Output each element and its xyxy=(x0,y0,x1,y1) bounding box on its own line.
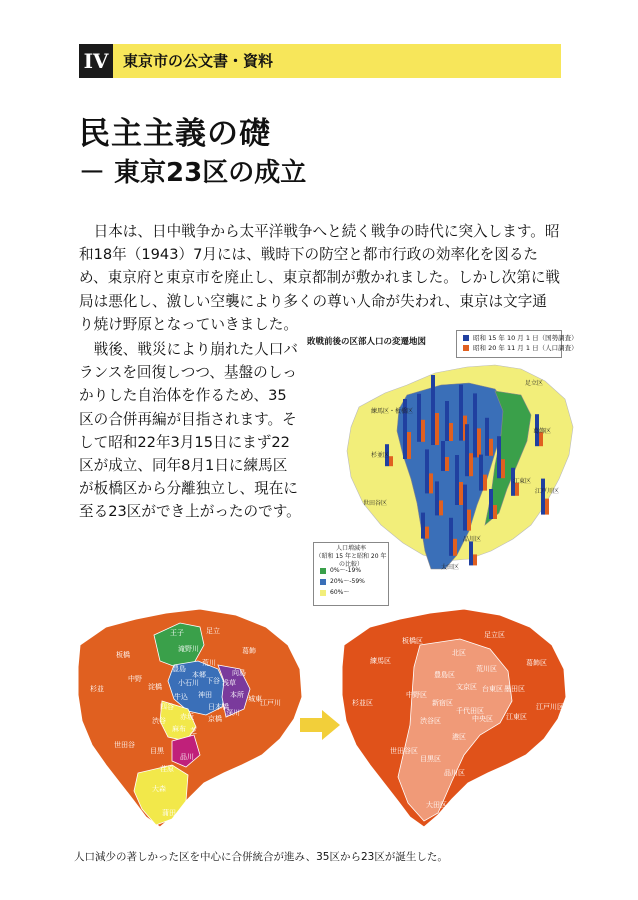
population-bar-1940 xyxy=(445,401,449,441)
ward-label: 杉並区 xyxy=(371,452,390,459)
section-header-band xyxy=(79,44,561,78)
legend-swatch xyxy=(320,590,326,596)
legend-label: 昭和 15 年 10 月 1 日（国勢調査） xyxy=(473,334,578,342)
ward-label: 四谷 xyxy=(160,703,174,711)
ward-label: 目黒 xyxy=(150,747,164,755)
ward-label: 滝野川 xyxy=(178,645,199,653)
ward-label: 世田谷区 xyxy=(363,500,388,507)
population-bar-1945 xyxy=(473,554,477,565)
ward-label: 品川 xyxy=(180,753,194,761)
population-bar-1945 xyxy=(483,475,487,491)
ward-label: 葛飾区 xyxy=(533,428,552,435)
ward-label: 世田谷 xyxy=(114,741,135,749)
population-bar-1940 xyxy=(541,479,545,515)
change-legend-item xyxy=(320,578,365,586)
legend-label: 0%〜-19% xyxy=(330,567,362,574)
ward-label: 練馬区 xyxy=(370,657,391,665)
ward-label: 豊島 xyxy=(172,665,186,673)
population-bar-1945 xyxy=(489,439,493,456)
ward-label: 大森 xyxy=(152,785,166,793)
population-bar-1940 xyxy=(489,489,493,519)
ward-label: 赤坂 xyxy=(180,713,194,721)
ward-label: 大田区 xyxy=(441,564,460,571)
bar-legend-item xyxy=(463,334,578,343)
ward-label: 渋谷区 xyxy=(420,717,441,725)
change-legend-item xyxy=(320,589,349,597)
ward-label: 小石川 xyxy=(178,679,199,687)
ward-label: 杉並区 xyxy=(352,699,373,707)
legend-label: 20%〜-59% xyxy=(330,578,365,585)
population-bar-1940 xyxy=(497,436,501,478)
population-bar-1945 xyxy=(453,539,457,556)
ward-label: 練馬区・板橋区 xyxy=(371,408,414,415)
population-bar-1940 xyxy=(417,394,421,442)
ward-label: 葛飾 xyxy=(242,647,256,655)
ward-label: 千代田区 xyxy=(456,707,484,715)
ward-label: 足立区 xyxy=(525,380,544,387)
population-bar-1945 xyxy=(421,420,425,442)
ward-label: 葛飾区 xyxy=(526,659,547,667)
section-number: IV xyxy=(79,44,113,78)
section-title: 東京市の公文書・資料 xyxy=(123,52,274,70)
arrow-icon xyxy=(300,710,340,740)
population-bar-1940 xyxy=(479,455,483,491)
body-paragraph-1: 日本は、日中戦争から太平洋戦争へと続く戦争の時代に突入します。昭和18年（1943）7月には、戦時下の防空と都市行政の効率化を図るため、東京府と東京市を廃止し、東京都制が敷かれました。しかし次第に戦局は悪化し、激しい空襲により多くの尊い人命が失われ、東京は文字通り焼け野原となっていきました。 xyxy=(79,223,561,333)
ward-label: 板橋 xyxy=(116,651,130,659)
ward-label: 本郷 xyxy=(192,671,206,679)
population-bar-1945 xyxy=(425,527,429,539)
map-35-yellow-south xyxy=(134,765,188,825)
ward-label: 深川 xyxy=(226,709,240,717)
ward-label: 芝 xyxy=(190,727,197,735)
legend-swatch xyxy=(320,568,326,574)
ward-label: 新宿区 xyxy=(432,699,453,707)
ward-label: 向島 xyxy=(232,669,246,677)
legend-label: 昭和 20 年 11 月 1 日（人口調査） xyxy=(473,344,578,352)
ward-label: 浅草 xyxy=(222,679,236,687)
body-paragraph-2: 戦後、戦災により崩れた人口バランスを回復しつつ、基盤のしっかりした自治体を作るため、35区の合併再編が目指されます。そして昭和22年3月15日にまず22区が成立、同年8月1日に練馬区が板橋区から分離独立し、現在に至る23区ができ上がったのです。 xyxy=(79,341,301,521)
ward-label: 品川区 xyxy=(444,769,465,777)
population-bar-1940 xyxy=(455,455,459,505)
population-bar-1940 xyxy=(435,481,439,515)
ward-label: 京橋 xyxy=(208,715,222,723)
map-23-wards xyxy=(340,605,570,835)
ward-label: 世田谷区 xyxy=(390,747,418,755)
ward-label: 荒川 xyxy=(202,659,216,667)
change-legend-subtitle: （昭和 15 年と昭和 20 年の比較） xyxy=(315,553,387,568)
ward-label: 麻布 xyxy=(172,725,186,733)
ward-label: 江戸川区 xyxy=(535,488,560,495)
change-legend-item xyxy=(320,567,361,575)
ward-label: 板橋区 xyxy=(402,637,423,645)
population-bar-1940 xyxy=(441,441,445,471)
population-bar-1945 xyxy=(439,500,443,515)
population-bar-1940 xyxy=(463,485,467,531)
population-bar-1945 xyxy=(477,428,481,457)
map-35-wards xyxy=(76,605,306,835)
legend-swatch xyxy=(463,345,469,351)
ward-label: 墨田区 xyxy=(504,685,525,693)
ward-label: 荏原 xyxy=(160,765,174,773)
legend-label: 60%〜 xyxy=(330,589,350,596)
ward-label: 江戸川区 xyxy=(536,703,564,711)
population-bar-1940 xyxy=(421,513,425,539)
population-bar-1940 xyxy=(473,393,477,457)
population-bar-1940 xyxy=(425,449,429,493)
ward-label: 文京区 xyxy=(456,683,477,691)
population-bar-1940 xyxy=(469,541,473,565)
page-title: 民主主義の礎 xyxy=(79,116,271,152)
population-bar-1945 xyxy=(459,482,463,505)
ward-label: 牛込 xyxy=(174,693,188,701)
population-bar-1945 xyxy=(407,432,411,459)
ward-label: 江東区 xyxy=(506,713,527,721)
ward-label: 淀橋 xyxy=(148,683,162,691)
bar-legend-item xyxy=(463,344,578,353)
population-bar-1940 xyxy=(431,375,435,445)
ward-label: 江東区 xyxy=(513,478,532,485)
population-bar-1945 xyxy=(545,499,549,515)
ward-label: 豊島区 xyxy=(434,671,455,679)
ward-label: 江戸川 xyxy=(260,699,281,707)
ward-label: 荒川区 xyxy=(476,665,497,673)
population-bar-1945 xyxy=(389,456,393,466)
ward-label: 足立 xyxy=(206,627,220,635)
ward-label: 蒲田 xyxy=(162,809,176,817)
legend-swatch xyxy=(463,335,469,341)
population-bar-1945 xyxy=(493,505,497,519)
population-bar-1945 xyxy=(449,423,453,441)
population-bar-1945 xyxy=(445,457,449,471)
population-bar-1940 xyxy=(485,418,489,456)
page-subtitle: － 東京23区の成立 xyxy=(79,158,307,188)
ward-label: 中野区 xyxy=(406,691,427,699)
ward-label: 品川区 xyxy=(463,536,482,543)
ward-label: 港区 xyxy=(452,733,466,741)
ward-label: 大田区 xyxy=(426,801,447,809)
population-bar-1945 xyxy=(429,473,433,493)
ward-label: 城東 xyxy=(248,695,262,703)
ward-label: 中野 xyxy=(128,675,142,683)
ward-label: 渋谷 xyxy=(152,717,166,725)
ward-label: 下谷 xyxy=(206,677,220,685)
population-bar-1945 xyxy=(435,413,439,445)
population-bar-1940 xyxy=(449,518,453,556)
ward-label: 王子 xyxy=(170,629,184,637)
ward-label: 北区 xyxy=(452,649,466,657)
figure-caption: 人口減少の著しかった区を中心に合併統合が進み、35区から23区が誕生した。 xyxy=(74,851,448,863)
ward-label: 台東区 xyxy=(482,685,503,693)
ward-label: 目黒区 xyxy=(420,755,441,763)
ward-label: 神田 xyxy=(198,691,212,699)
bar-legend xyxy=(456,330,578,358)
population-bar-1945 xyxy=(501,459,505,478)
population-bar-1945 xyxy=(469,453,473,476)
ward-label: 本所 xyxy=(230,691,244,699)
population-bar-1940 xyxy=(465,424,469,476)
population-bar-1945 xyxy=(467,510,471,531)
ward-label: 中央区 xyxy=(472,715,493,723)
ward-label: 日本橋 xyxy=(208,703,229,711)
ward-label: 杉並 xyxy=(90,685,104,693)
change-legend xyxy=(313,542,389,606)
change-legend-title: 人口増減率 xyxy=(335,545,366,552)
legend-swatch xyxy=(320,579,326,585)
population-bar-1940 xyxy=(459,385,463,441)
ward-label: 足立区 xyxy=(484,631,505,639)
population-map-title: 敗戦前後の区部人口の変遷地図 xyxy=(307,337,427,347)
